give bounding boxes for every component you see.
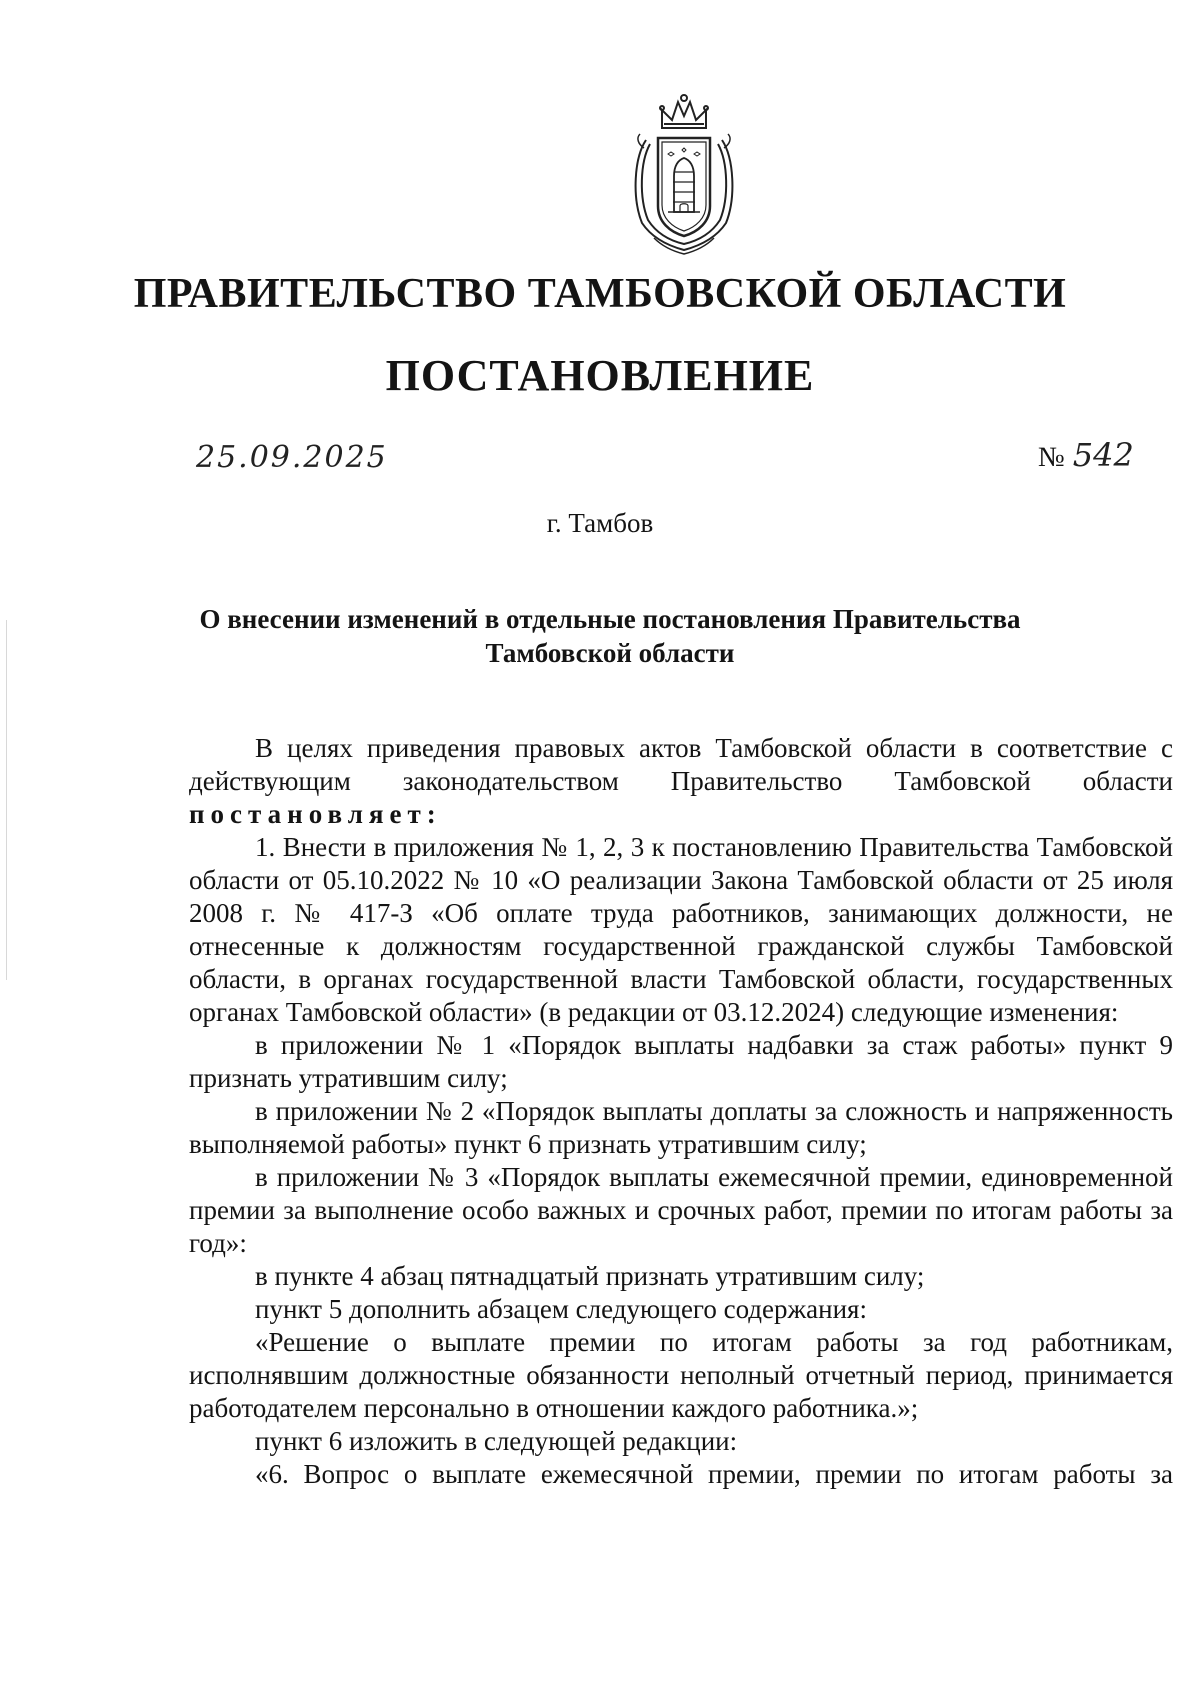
subject-line-2: Тамбовской области [485, 638, 735, 668]
organization-title: ПРАВИТЕЛЬСТВО ТАМБОВСКОЙ ОБЛАСТИ [133, 271, 1067, 317]
quote-paragraph: «Решение о выплате премии по итогам работы за год работникам, исполнявшим должностные обязанности неполный отчетный период, принимается работодателем персонально в отношении каждого работника.»; [189, 1327, 1173, 1423]
point-6-paragraph: пункт 6 изложить в следующей редакции: [255, 1426, 738, 1456]
document-body [189, 732, 1173, 1491]
point-4-paragraph: в пункте 4 абзац пятнадцатый признать утратившим силу; [255, 1261, 925, 1291]
point-5-paragraph: пункт 5 дополнить абзацем следующего содержания: [255, 1294, 867, 1324]
number-sign: № [1038, 442, 1065, 473]
tambov-coat-of-arms-icon [624, 88, 744, 258]
document-number [1038, 436, 1134, 474]
resolves-word [189, 798, 1173, 831]
point-6-text-paragraph: «6. Вопрос о выплате ежемесячной премии, премии по итогам работы за [255, 1459, 1173, 1489]
document-type-title: ПОСТАНОВЛЕНИЕ [385, 351, 815, 400]
document-date: 25.09.2025 [196, 440, 388, 475]
scan-edge-line [6, 620, 7, 980]
subject-line-1: О внесении изменений в отдельные постановления Правительства [199, 604, 1021, 634]
annex-3-paragraph: в приложении № 3 «Порядок выплаты ежемесячной премии, единовременной премии за выполнение особо важных и срочных работ, премии по итогам работы за год»: [189, 1162, 1173, 1258]
city-line: г. Тамбов [546, 508, 654, 538]
annex-2-paragraph: в приложении № 2 «Порядок выплаты доплаты за сложность и напряженность выполняемой работы» пункт 6 признать утратившим силу; [189, 1096, 1173, 1159]
annex-1-paragraph: в приложении № 1 «Порядок выплаты надбавки за стаж работы» пункт 9 признать утратившим силу; [189, 1030, 1173, 1093]
number-value: 542 [1072, 436, 1134, 474]
document-subject [180, 602, 1040, 670]
resolves-text: постановляет: [189, 799, 442, 829]
item-1-paragraph: 1. Внести в приложения № 1, 2, 3 к постановлению Правительства Тамбовской области от 05.10.2022 № 10 «О реализации Закона Тамбовской области от 25 июля 2008 г. № 417-З «Об оплате труда работников, занимающих должности, не отнесенные к должностям государственной гражданской службы Тамбовской области, в органах государственной власти Тамбовской области, государственных органах Тамбовской области» (в редакции от 03.12.2024) следующие изменения: [189, 832, 1173, 1027]
preamble-paragraph: В целях приведения правовых актов Тамбовской области в соответствие с действующим законодательством Правительство Тамбовской области [189, 733, 1173, 796]
